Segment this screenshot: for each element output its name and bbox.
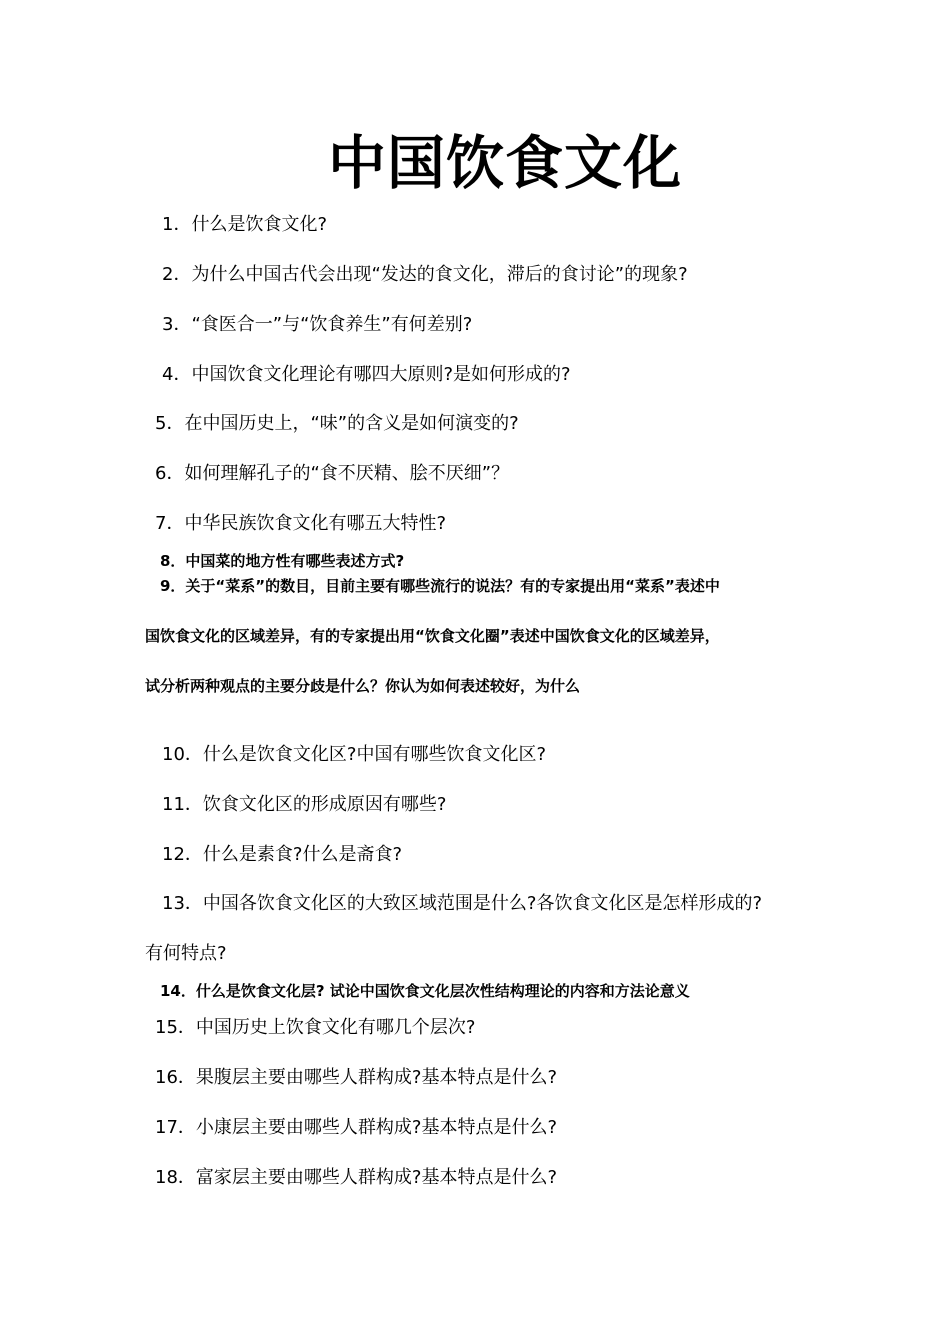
question-11: 11．饮食文化区的形成原因有哪些?: [162, 794, 447, 815]
question-2: 2．为什么中国古代会出现“发达的食文化，滞后的食讨论”的现象?: [162, 264, 688, 285]
question-9-line-1: 9．关于“菜系”的数目，目前主要有哪些流行的说法？有的专家提出用“菜系”表述中: [160, 577, 720, 595]
question-8: 8．中国菜的地方性有哪些表述方式?: [160, 552, 405, 570]
question-4: 4．中国饮食文化理论有哪四大原则?是如何形成的?: [162, 364, 571, 385]
question-1: 1．什么是饮食文化?: [162, 214, 328, 235]
question-13-line-2: 有何特点?: [145, 943, 227, 964]
question-15: 15．中国历史上饮食文化有哪几个层次?: [155, 1017, 476, 1038]
question-17: 17．小康层主要由哪些人群构成?基本特点是什么?: [155, 1117, 558, 1138]
question-13-line-1: 13．中国各饮食文化区的大致区域范围是什么?各饮食文化区是怎样形成的?: [162, 893, 763, 914]
question-10: 10．什么是饮食文化区?中国有哪些饮食文化区?: [162, 744, 547, 765]
document-title: 中国饮食文化: [327, 129, 682, 197]
question-5: 5．在中国历史上，“味”的含义是如何演变的?: [155, 413, 519, 434]
question-3: 3．“食医合一”与“饮食养生”有何差别?: [162, 314, 473, 335]
question-9-line-3: 试分析两种观点的主要分歧是什么？你认为如何表述较好，为什么: [145, 677, 581, 695]
question-12: 12．什么是素食?什么是斋食?: [162, 844, 403, 865]
question-18: 18．富家层主要由哪些人群构成?基本特点是什么?: [155, 1167, 558, 1188]
question-7: 7．中华民族饮食文化有哪五大特性?: [155, 513, 447, 534]
question-16: 16．果腹层主要由哪些人群构成?基本特点是什么?: [155, 1067, 558, 1088]
question-14: 14．什么是饮食文化层? 试论中国饮食文化层次性结构理论的内容和方法论意义: [160, 982, 690, 1000]
question-6: 6．如何理解孔子的“食不厌精、脍不厌细”？: [155, 463, 510, 484]
question-9-line-2: 国饮食文化的区域差异，有的专家提出用“饮食文化圈”表述中国饮食文化的区域差异，: [145, 627, 720, 645]
